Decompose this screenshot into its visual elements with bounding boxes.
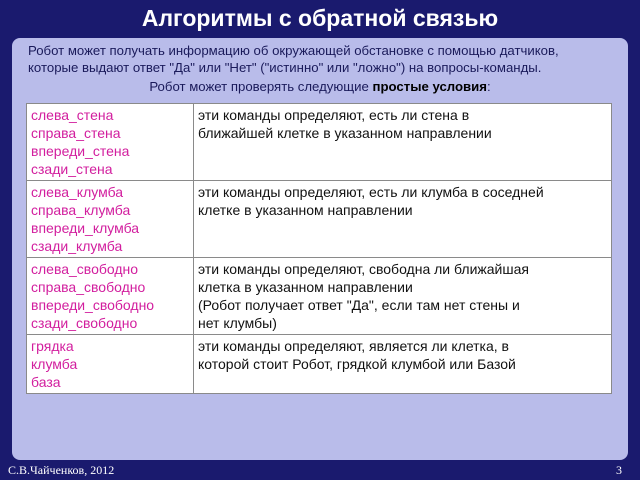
command-name: впереди_стена <box>31 143 130 159</box>
intro-text <box>28 43 618 76</box>
page-number: 3 <box>616 463 622 477</box>
command-name: слева_клумба <box>31 184 124 200</box>
command-description-cell <box>194 335 612 394</box>
table-row <box>27 258 612 335</box>
conditions-intro-prefix: Робот может проверять следующие <box>149 79 373 94</box>
command-name: сзади_свободно <box>31 315 138 331</box>
command-name: справа_стена <box>31 125 121 141</box>
conditions-table-body <box>27 104 612 394</box>
command-description-cell <box>194 258 612 335</box>
conditions-table <box>26 103 612 394</box>
command-name: впереди_свободно <box>31 297 155 313</box>
command-description-cell <box>194 104 612 181</box>
description-line: эти команды определяют, есть ли клумба в соседней <box>198 184 544 200</box>
command-name: сзади_клумба <box>31 238 123 254</box>
command-name: база <box>31 374 61 390</box>
command-description-cell <box>194 181 612 258</box>
description-line: (Робот получает ответ "Да", если там нет стены и <box>198 297 520 313</box>
command-name: справа_клумба <box>31 202 131 218</box>
command-name: клумба <box>31 356 78 372</box>
description-line: нет клумбы) <box>198 315 277 331</box>
command-name: слева_стена <box>31 107 114 123</box>
footer-author: С.В.Чайченков, 2012 <box>8 463 115 477</box>
content-panel <box>12 38 628 460</box>
description-line: клетке в указанном направлении <box>198 202 413 218</box>
command-name: сзади_стена <box>31 161 113 177</box>
conditions-intro <box>12 79 628 94</box>
conditions-intro-bold: простые условия <box>372 79 487 94</box>
command-names-cell <box>27 181 194 258</box>
description-line: эти команды определяют, является ли клетка, в <box>198 338 509 354</box>
command-names-cell <box>27 104 194 181</box>
table-row <box>27 181 612 258</box>
command-name: грядка <box>31 338 74 354</box>
slide-title: Алгоритмы с обратной связью <box>141 5 499 31</box>
command-names-cell <box>27 335 194 394</box>
table-row <box>27 335 612 394</box>
command-names-cell <box>27 258 194 335</box>
intro-line-2: которые выдают ответ "Да" или "Нет" ("истинно" или "ложно") на вопросы-команды. <box>28 59 542 75</box>
conditions-intro-suffix: : <box>486 79 491 94</box>
description-line: клетка в указанном направлении <box>198 279 413 295</box>
description-line: эти команды определяют, свободна ли ближайшая <box>198 261 529 277</box>
command-name: справа_свободно <box>31 279 146 295</box>
description-line: ближайшей клетке в указанном направлении <box>198 125 492 141</box>
table-row <box>27 104 612 181</box>
command-name: впереди_клумба <box>31 220 140 236</box>
description-line: эти команды определяют, есть ли стена в <box>198 107 470 123</box>
command-name: слева_свободно <box>31 261 139 277</box>
description-line: которой стоит Робот, грядкой клумбой или Базой <box>198 356 516 372</box>
intro-line-1: Робот может получать информацию об окружающей обстановке с помощью датчиков, <box>28 43 559 58</box>
